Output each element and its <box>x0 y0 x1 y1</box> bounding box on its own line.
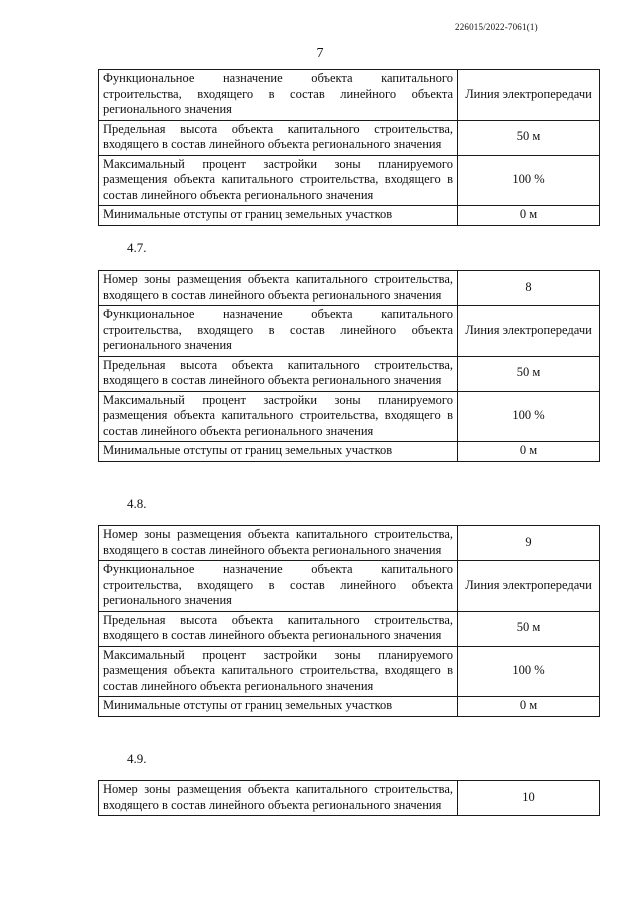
params-table-2 <box>98 270 600 462</box>
params-table-4 <box>98 780 600 816</box>
section-number: 4.8. <box>127 496 147 511</box>
param-name: Номер зоны размещения объекта капитального строительства, входящего в состав линейного объекта регионального значения <box>99 526 458 561</box>
param-name: Функциональное назначение объекта капитального строительства, входящего в состав линейного объекта регионального значения <box>99 561 458 612</box>
param-name: Номер зоны размещения объекта капитального строительства, входящего в состав линейного объекта регионального значения <box>99 271 458 306</box>
param-name: Минимальные отступы от границ земельных участков <box>99 442 458 462</box>
section-number: 4.9. <box>127 751 147 766</box>
param-name: Функциональное назначение объекта капитального строительства, входящего в состав линейного объекта регионального значения <box>99 306 458 357</box>
param-name: Предельная высота объекта капитального строительства, входящего в состав линейного объекта регионального значения <box>99 120 458 155</box>
table-row <box>99 561 600 612</box>
param-value: Линия электропередачи <box>458 561 600 612</box>
param-name: Максимальный процент застройки зоны планируемого размещения объекта капитального строительства, входящего в состав линейного объекта регионального значения <box>99 646 458 697</box>
table-row <box>99 781 600 816</box>
param-value: 100 % <box>458 646 600 697</box>
param-name: Функциональное назначение объекта капитального строительства, входящего в состав линейного объекта регионального значения <box>99 70 458 121</box>
param-value: 50 м <box>458 356 600 391</box>
params-table-1 <box>98 69 600 226</box>
table-row <box>99 271 600 306</box>
document-number: 226015/2022-7061(1) <box>455 22 538 32</box>
page-number: 7 <box>316 46 324 61</box>
table-row <box>99 611 600 646</box>
table-row <box>99 356 600 391</box>
param-name: Максимальный процент застройки зоны планируемого размещения объекта капитального строительства, входящего в состав линейного объекта регионального значения <box>99 155 458 206</box>
table-row <box>99 155 600 206</box>
param-name: Предельная высота объекта капитального строительства, входящего в состав линейного объекта регионального значения <box>99 356 458 391</box>
table-row <box>99 391 600 442</box>
param-name: Минимальные отступы от границ земельных участков <box>99 697 458 717</box>
param-value: Линия электропередачи <box>458 70 600 121</box>
table-row <box>99 306 600 357</box>
param-name: Максимальный процент застройки зоны планируемого размещения объекта капитального строительства, входящего в состав линейного объекта регионального значения <box>99 391 458 442</box>
table-row <box>99 646 600 697</box>
table-row <box>99 206 600 226</box>
param-name: Минимальные отступы от границ земельных участков <box>99 206 458 226</box>
param-value: 9 <box>458 526 600 561</box>
param-value: 0 м <box>458 697 600 717</box>
param-value: 50 м <box>458 611 600 646</box>
table-row <box>99 697 600 717</box>
param-value: 100 % <box>458 391 600 442</box>
param-value: 10 <box>458 781 600 816</box>
param-value: 100 % <box>458 155 600 206</box>
param-value: 0 м <box>458 442 600 462</box>
param-name: Предельная высота объекта капитального строительства, входящего в состав линейного объекта регионального значения <box>99 611 458 646</box>
param-value: 50 м <box>458 120 600 155</box>
param-value: 0 м <box>458 206 600 226</box>
param-value: Линия электропередачи <box>458 306 600 357</box>
params-table-3 <box>98 525 600 717</box>
table-row <box>99 442 600 462</box>
section-number: 4.7. <box>127 240 147 255</box>
table-row <box>99 526 600 561</box>
param-value: 8 <box>458 271 600 306</box>
param-name: Номер зоны размещения объекта капитального строительства, входящего в состав линейного объекта регионального значения <box>99 781 458 816</box>
table-row <box>99 120 600 155</box>
table-row <box>99 70 600 121</box>
